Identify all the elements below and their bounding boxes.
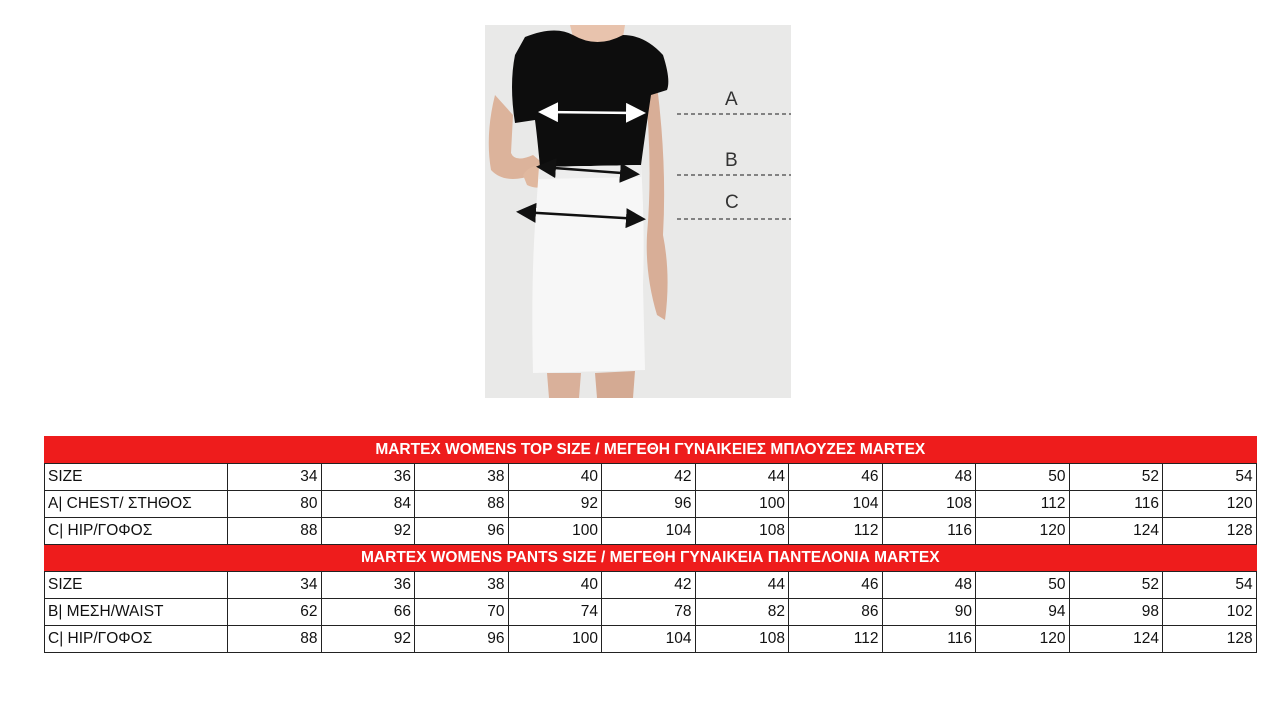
row-label: SIZE: [45, 572, 228, 599]
size-cell: 50: [976, 464, 1070, 491]
size-cell: 124: [1069, 518, 1163, 545]
label-a: A: [725, 89, 738, 110]
row-label: B| ΜΕΣΗ/WAIST: [45, 599, 228, 626]
size-cell: 36: [321, 464, 415, 491]
size-cell: 52: [1069, 572, 1163, 599]
table-title: MARTEX WOMENS PANTS SIZE / ΜΕΓΕΘΗ ΓΥΝΑΙΚΕΙΑ ΠΑΝΤΕΛΟΝΙΑ MARTEX: [45, 545, 1257, 572]
size-cell: 84: [321, 491, 415, 518]
size-cell: 116: [882, 626, 976, 653]
size-cell: 66: [321, 599, 415, 626]
size-chart-table: [44, 436, 1257, 653]
size-cell: 36: [321, 572, 415, 599]
table-row: [45, 491, 1257, 518]
size-cell: 96: [415, 626, 509, 653]
size-cell: 34: [228, 572, 322, 599]
pants-size-header: [45, 545, 1257, 572]
table-row: [45, 464, 1257, 491]
row-label: C| HIP/ΓΟΦΟΣ: [45, 518, 228, 545]
size-cell: 96: [602, 491, 696, 518]
label-b: B: [725, 150, 738, 171]
size-cell: 92: [508, 491, 602, 518]
size-cell: 44: [695, 464, 789, 491]
label-c: C: [725, 192, 739, 213]
size-cell: 124: [1069, 626, 1163, 653]
size-cell: 86: [789, 599, 883, 626]
size-cell: 38: [415, 464, 509, 491]
size-cell: 102: [1163, 599, 1257, 626]
size-cell: 48: [882, 572, 976, 599]
size-cell: 104: [602, 518, 696, 545]
size-cell: 50: [976, 572, 1070, 599]
size-cell: 100: [508, 518, 602, 545]
size-cell: 74: [508, 599, 602, 626]
size-cell: 46: [789, 572, 883, 599]
size-cell: 128: [1163, 626, 1257, 653]
size-cell: 94: [976, 599, 1070, 626]
size-cell: 116: [1069, 491, 1163, 518]
size-cell: 116: [882, 518, 976, 545]
size-cell: 112: [976, 491, 1070, 518]
size-cell: 54: [1163, 464, 1257, 491]
size-cell: 40: [508, 572, 602, 599]
size-cell: 120: [976, 626, 1070, 653]
size-cell: 46: [789, 464, 883, 491]
size-cell: 44: [695, 572, 789, 599]
measurement-photo: [485, 25, 791, 398]
table-row: [45, 599, 1257, 626]
size-cell: 62: [228, 599, 322, 626]
size-cell: 48: [882, 464, 976, 491]
size-cell: 42: [602, 464, 696, 491]
size-cell: 108: [695, 626, 789, 653]
size-cell: 96: [415, 518, 509, 545]
size-cell: 112: [789, 518, 883, 545]
row-label: A| CHEST/ ΣΤΗΘΟΣ: [45, 491, 228, 518]
size-cell: 80: [228, 491, 322, 518]
size-cell: 100: [508, 626, 602, 653]
size-cell: 90: [882, 599, 976, 626]
row-label: SIZE: [45, 464, 228, 491]
size-cell: 88: [228, 518, 322, 545]
top-size-header: [45, 437, 1257, 464]
size-cell: 88: [415, 491, 509, 518]
size-cell: 40: [508, 464, 602, 491]
size-cell: 112: [789, 626, 883, 653]
table-row: [45, 518, 1257, 545]
size-cell: 120: [976, 518, 1070, 545]
table-row: [45, 572, 1257, 599]
size-cell: 38: [415, 572, 509, 599]
size-cell: 70: [415, 599, 509, 626]
size-cell: 98: [1069, 599, 1163, 626]
row-label: C| HIP/ΓΟΦΟΣ: [45, 626, 228, 653]
size-cell: 104: [789, 491, 883, 518]
size-cell: 92: [321, 518, 415, 545]
model-illustration: [485, 25, 791, 398]
size-cell: 120: [1163, 491, 1257, 518]
size-cell: 78: [602, 599, 696, 626]
table-row: [45, 626, 1257, 653]
size-cell: 34: [228, 464, 322, 491]
size-cell: 108: [695, 518, 789, 545]
table-title: MARTEX WOMENS TOP SIZE / ΜΕΓΕΘΗ ΓΥΝΑΙΚΕΙΕΣ ΜΠΛΟΥΖΕΣ MARTEX: [45, 437, 1257, 464]
size-cell: 88: [228, 626, 322, 653]
size-cell: 42: [602, 572, 696, 599]
size-cell: 100: [695, 491, 789, 518]
size-cell: 128: [1163, 518, 1257, 545]
size-cell: 92: [321, 626, 415, 653]
size-cell: 104: [602, 626, 696, 653]
chest-arrow: [543, 112, 641, 113]
size-cell: 82: [695, 599, 789, 626]
size-cell: 108: [882, 491, 976, 518]
size-cell: 52: [1069, 464, 1163, 491]
size-cell: 54: [1163, 572, 1257, 599]
